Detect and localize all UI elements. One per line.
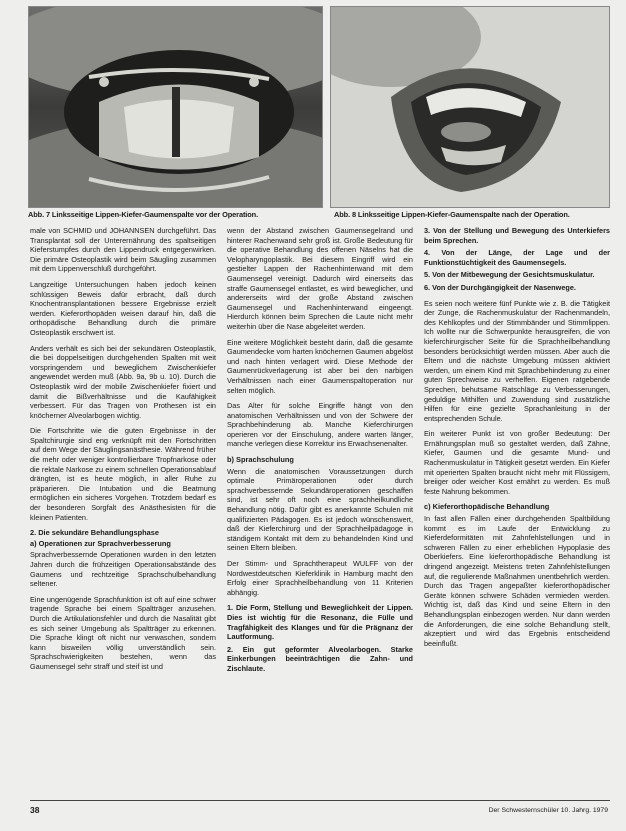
figure-caption-left: Abb. 7 Linksseitige Lippen-Kiefer-Gaumenspalte vor der Operation. — [28, 210, 259, 219]
paragraph: Eine weitere Möglichkeit besteht darin, daß die gesamte Gaumendecke vom harten knöchernen Gaumen abgelöst und nach hinten verlagert wird. Diese Methode der Gaumenrückverlagerung ist aber bei den narbigen Verhältnissen nach einer Gaumenspaltoperation nur selten möglich. — [227, 337, 413, 395]
paragraph: Der Stimm- und Sprachtherapeut WULFF von der Nordwestdeutschen Kieferklinik in Hamburg macht den Erfolg einer Sprachheilbehandlung von 11 Kriterien abhängig. — [227, 559, 413, 597]
text-column-3 — [424, 226, 610, 654]
figure-photo-before — [28, 6, 323, 208]
section-heading: 2. Die sekundäre Behandlungsphase — [30, 528, 159, 538]
figure-photo-after — [330, 6, 610, 208]
paragraph: Langzeitige Untersuchungen haben jedoch keinen schlüssigen Beweis dafür erbracht, daß durch Knochentransplantationen bessere Ergebnisse erzielt werden. Kieferorthopäden weisen darauf hin, daß die orthopädische Behandlung durch die primäre Osteoplastik erschwert ist. — [30, 279, 216, 337]
text-column-2 — [227, 226, 413, 680]
paragraph: Ein weiterer Punkt ist von großer Bedeutung: Der Ernährungsplan muß so gestaltet werden, daß Zähne, Kiefer, Gaumen und die gesamte Mund- und Rachenmuskulatur in Tätigkeit gesetzt werden. Ein Kiefer mit operierten Spalten braucht nicht mehr mit Flüssigem, breiiger oder weicher Kost ernährt zu werden. Es muß feste Nahrung bekommen. — [424, 429, 610, 496]
paragraph: wenn der Abstand zwischen Gaumensegelrand und hinterer Rachenwand sehr groß ist. Große Bedeutung für die operative Behandlung des offenen Näselns hat die Velopharyngoplastik. Bei diesem Eingriff wird ein gestielter Lappen der Rachenhinterwand mit dem Gaumensegel vereinigt. Dadurch wird einerseits das straffe Gaumensegel entlastet, es wird beweglicher, und andererseits wird der große Abstand zwischen Gaumensegel und Rachenhinterwand eingeengt. Hierdurch können beim Sprechen die Laute nicht mehr weiterhin über die Nase abgeleitet werden. — [227, 226, 413, 331]
paragraph: male von SCHMID und JOHANNSEN durchgeführt. Das Transplantat soll der Unterernährung des spaltseitigen Kieferstumpfes durch den Lippendruck entgegenwirken. Die primäre Osteoplastik wird beim Säugling zusammen mit dem Lippenverschluß durchgeführt. — [30, 226, 216, 274]
list-item: 5. Von der Mitbewegung der Gesichtsmuskulatur. — [424, 270, 595, 280]
list-item: 4. Von der Länge, der Lage und der Funktionstüchtigkeit des Gaumensegels. — [424, 248, 610, 267]
figure-caption-right: Abb. 8 Linksseitige Lippen-Kiefer-Gaumenspalte nach der Operation. — [334, 210, 570, 219]
paragraph: Es seien noch weitere fünf Punkte wie z. B. die Tätigkeit der Zunge, die Rachenmuskulatur der Rachenmandeln, des Kehlkopfes und der Stimmbänder und Stimmlippen. Ich wollte nur die Schwerpunkte herausgreifen, die von kieferchirurgischer Seite für die Sprachheilbehandlung besonders berücksichtigt werden müssen. Aber auch die Eltern und die nächste Umgebung müssen aktiviert werden, um einem Kind mit Sprachbehinderung zu einer guten Sprechweise zu verhelfen. Eigenen ratgebende Sprechen, behutsame Ratschläge zu Verbesserungen, geduldige Mithilfen und Zuwendung sind zusätzliche Hilfen für eine gezielte Sprachanleitung in der entsprechenden Schule. — [424, 298, 610, 423]
dental-photo-icon — [331, 7, 609, 207]
paragraph: Wenn die anatomischen Voraussetzungen durch optimale Primäroperationen oder durch sprachverbessernde Sekundäroperationen geschaffen sind, ist sehr oft noch eine sprachheilkundliche Behandlung nötig. Dafür gibt es anerkannte Schulen mit qualifizierten Pädagogen. Es ist jedoch wünschenswert, daß der Kieferchirurg und der Sprachheilpädagoge in ständigem Kontakt mit dem zu behandelnden Kind und seinen Eltern bleiben. — [227, 466, 413, 553]
text-column-1 — [30, 226, 216, 678]
paragraph: Die Fortschritte wie die guten Ergebnisse in der Spaltchirurgie sind eng verknüpft mit den Fortschritten auf dem Wege der Säuglingsanästhesie. Während früher die mehr oder weniger kontrollierbare Tropfnarkose oder die rektale Narkose zu einem schnellen Operationsablauf drängten, ist es heute möglich, in aller Ruhe zu präparieren. Die Intubation und die Beatmung ermöglichen ein sicheres Vorgehen. Trotzdem bedarf es der besonderen Sorgfalt des Anästhesisten für die kleinen Patienten. — [30, 426, 216, 522]
dental-photo-icon — [29, 7, 322, 207]
list-item: 6. Von der Durchgängigkeit der Nasenwege. — [424, 282, 576, 292]
subsection-heading: c) Kieferorthopädische Behandlung — [424, 502, 550, 512]
list-item: 3. Von der Stellung und Bewegung des Unterkiefers beim Sprechen. — [424, 226, 610, 245]
paragraph: In fast allen Fällen einer durchgehenden Spaltbildung kommt es im Laufe der Entwicklung zu Kieferdeformitäten mit Zahnfehlstellungen und in schweren Fällen zu einer erheblichen Hypoplasie des Oberkiefers. Eine kieferorthopädische Behandlung ist dringend angezeigt. Meistens treten Zahnfehlstellungen auf, die regulierende Maßnahmen unentbehrlich werden. Durch das Tragen angepaßter kieferorthopädischer Geräte können schwere Schäden vermieden werden. Wichtig ist, daß das Kind und seine Eltern in den Behandlungsplan einbezogen werden. Nur dann werden die Anforderungen, die eine solche Behandlung stellt, akzeptiert und wird das Ergebnis entscheidend beeinflußt. — [424, 514, 610, 648]
list-item: 1. Die Form, Stellung und Beweglichkeit der Lippen. Dies ist wichtig für die Resonanz, die Fülle und Tragfähigkeit des Klanges und für die Prägnanz der Lautformung. — [227, 603, 413, 642]
criteria-list — [227, 603, 413, 673]
criteria-list — [424, 226, 610, 293]
paragraph: Das Alter für solche Eingriffe hängt von den anatomischen Verhältnissen und von der Schwere der Sprachbehinderung ab. Manche Kieferchirurgen operieren vor der Einschulung, andere warten länger, manche verlegen diese Korrektur ins Erwachsenenalter. — [227, 401, 413, 449]
footer-rule — [30, 800, 610, 801]
subsection-heading: b) Sprachschulung — [227, 455, 294, 465]
paragraph: Eine ungenügende Sprachfunktion ist oft auf eine schwer tragende Sprache bei einem Spaltträger anzusehen. Durch die Artikulationsfehler und durch die Nasalität gibt es sich seiner Umgebung als Spaltträger zu erkennen. Die Sprache klingt oft nicht nur verwaschen, sondern kann bisweilen völlig unverständlich sein. Sprachschwierigkeiten bestehen, wenn das Gaumensegel sehr straff und steif ist und — [30, 594, 216, 671]
page-number: 38 — [30, 805, 40, 815]
journal-reference: Der Schwesternschüler 10. Jahrg. 1979 — [488, 807, 608, 814]
list-item: 2. Ein gut geformter Alveolarbogen. Starke Einkerbungen beeinträchtigen die Zahn- und Zischlaute. — [227, 644, 413, 673]
paragraph: Sprachverbessernde Operationen wurden in den letzten Jahren durch die frühzeitigen Operationsabstände des Gaumens und rechtzeitige Sprachschulbehandlung seltener. — [30, 550, 216, 589]
subsection-heading: a) Operationen zur Sprachverbesserung — [30, 538, 171, 548]
paragraph: Anders verhält es sich bei der sekundären Osteoplastik, die bei doppelseitigen durchgehenden Spalten mit weit vorspringendem und beweglichem Zwischenkiefer angewendet werden muß (Abb. 9a, 9b u. 10). Durch die Osteoplastik wird der mobile Zwischenkiefer fixiert und damit die Bißverhältnisse und die Kaufähigkeit verbessert. Für das Tragen von Prothesen ist ein knöcherner Alveolarbogen wichtig. — [30, 343, 216, 420]
